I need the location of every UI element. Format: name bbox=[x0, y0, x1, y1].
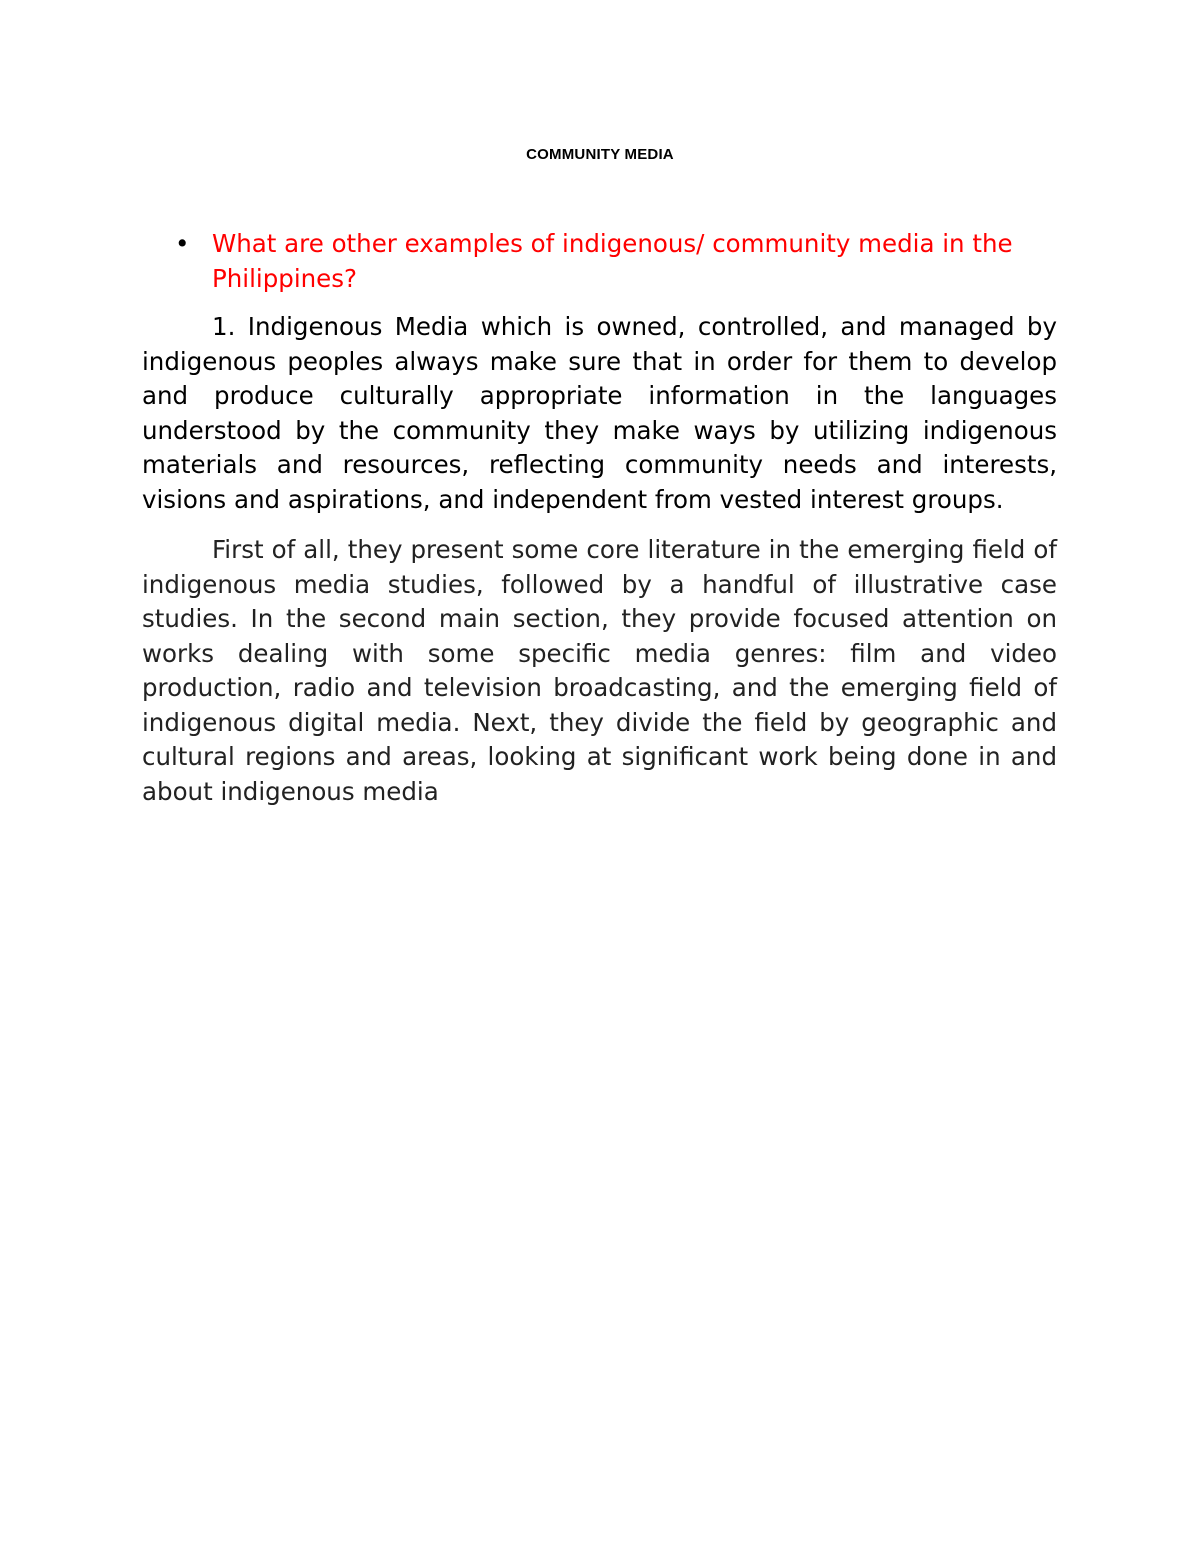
question-bullet-item bbox=[142, 227, 1057, 296]
paragraph-indigenous-media: 1. Indigenous Media which is owned, controlled, and managed by indigenous peoples always make sure that in order for them to develop and produce culturally appropriate information in the languages understood by the community they make ways by utilizing indigenous materials and resources, reflecting community needs and interests, visions and aspirations, and independent from vested interest groups. bbox=[142, 312, 1057, 514]
paragraph-literature-overview: First of all, they present some core literature in the emerging field of indigenous media studies, followed by a handful of illustrative case studies. In the second main section, they provide focused attention on works dealing with some specific media genres: film and video production, radio and television broadcasting, and the emerging field of indigenous digital media. Next, they divide the field by geographic and cultural regions and areas, looking at significant work being done in and about indigenous media bbox=[142, 535, 1057, 806]
bullet-dot-icon: • bbox=[175, 229, 190, 258]
document-body bbox=[142, 227, 1057, 825]
question-text: What are other examples of indigenous/ community media in the Philippines? bbox=[212, 229, 1013, 293]
document-title: COMMUNITY MEDIA bbox=[526, 146, 674, 163]
